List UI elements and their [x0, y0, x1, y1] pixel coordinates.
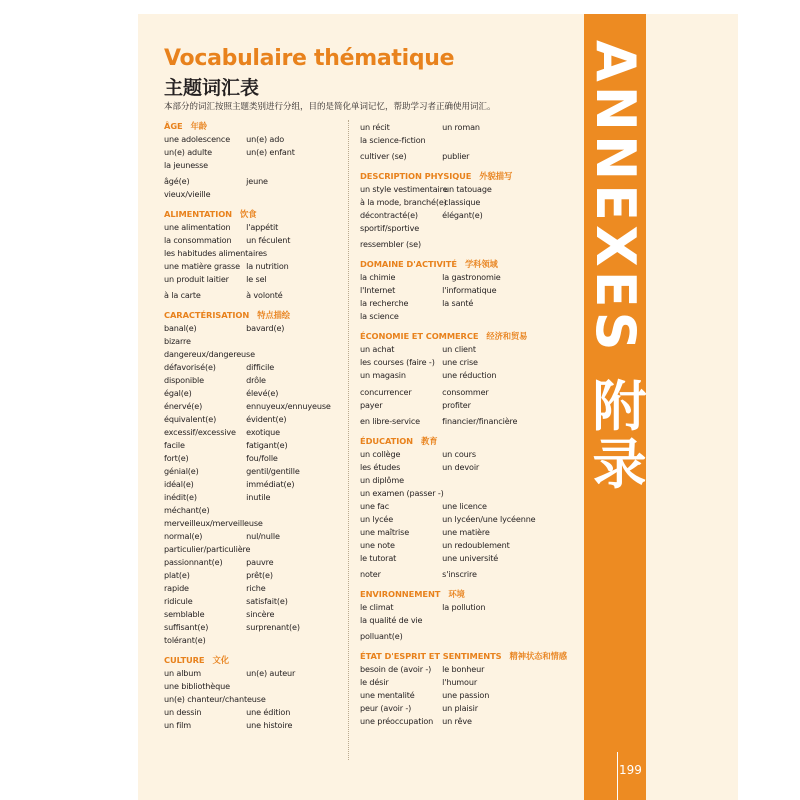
vocab-row	[360, 150, 540, 163]
vocab-term: un roman	[442, 122, 480, 132]
vocab-term	[248, 693, 344, 706]
vocab-row	[360, 513, 540, 526]
vocab-term: une histoire	[246, 720, 293, 731]
vocab-term	[248, 543, 344, 556]
section-heading-cn: 年龄	[190, 121, 208, 131]
vocab-term	[246, 634, 344, 647]
vocab-row	[164, 400, 344, 413]
vocab-row	[360, 676, 540, 689]
vocab-term: excessif/excessive	[164, 427, 236, 438]
section-heading-fr: ÂGE	[164, 121, 183, 131]
vocab-term: un plaisir	[442, 703, 478, 714]
vocab-row	[360, 461, 540, 474]
vocab-row	[360, 552, 540, 565]
vocab-term: riche	[246, 583, 266, 594]
section-heading-cn: 文化	[212, 655, 229, 666]
vocab-term: payer	[360, 399, 383, 410]
vocab-term: les habitudes alimentaires	[164, 248, 267, 259]
page-subtitle: 主题词汇表	[164, 77, 260, 99]
vocab-term: normal(e)	[164, 531, 203, 542]
vocab-section	[360, 121, 540, 163]
section-heading	[164, 654, 344, 667]
vocab-row	[360, 209, 540, 222]
vocab-term	[442, 238, 540, 251]
vocab-term: le tutorat	[360, 552, 397, 563]
vocab-row	[164, 273, 344, 286]
vocab-section	[360, 588, 540, 643]
vocab-row	[164, 680, 344, 693]
vocab-row	[360, 601, 540, 614]
vocab-term: une édition	[246, 707, 291, 718]
vocab-term: fou/folle	[246, 453, 278, 464]
section-spacer	[360, 163, 540, 170]
vocab-term: bizarre	[164, 336, 191, 347]
vocab-term	[442, 222, 540, 235]
vocab-section	[164, 120, 344, 201]
section-heading	[164, 309, 344, 322]
vocab-row	[164, 634, 344, 647]
vocab-term	[444, 487, 540, 500]
vocab-term: la chimie	[360, 272, 396, 283]
vocab-term: les courses (faire -)	[360, 357, 435, 368]
vocab-term: un redoublement	[442, 539, 510, 550]
vocab-row	[360, 663, 540, 676]
vocab-term: une passion	[442, 690, 490, 701]
section-heading	[164, 208, 344, 221]
vocab-term: méchant(e)	[164, 505, 210, 516]
vocab-term: une matière grasse	[164, 261, 240, 272]
vocab-term: une préoccupation	[360, 716, 434, 727]
vocab-term: bavard(e)	[246, 323, 285, 334]
vocab-term: suffisant(e)	[164, 622, 209, 633]
vocab-term: à volonté	[246, 290, 283, 301]
section-heading-fr: ALIMENTATION	[164, 209, 232, 220]
vocab-term: difficile	[246, 362, 275, 373]
vocab-term: idéal(e)	[164, 479, 194, 490]
vocab-term: décontracté(e)	[360, 210, 418, 221]
section-heading	[360, 588, 540, 601]
vocab-row	[164, 361, 344, 374]
vocab-row	[360, 183, 540, 196]
vocab-row	[164, 504, 344, 517]
vocab-term: gentil/gentille	[246, 466, 300, 477]
vocab-row	[164, 608, 344, 621]
vocab-term: la gastronomie	[442, 272, 501, 283]
vocab-row	[360, 526, 540, 539]
vocab-term: surprenant(e)	[246, 622, 300, 633]
vocab-row	[360, 415, 540, 428]
vocab-row	[164, 234, 344, 247]
vocab-term: sincère	[246, 609, 275, 620]
vocab-row	[164, 556, 344, 569]
vocab-row	[164, 260, 344, 273]
vocab-term: élégant(e)	[442, 210, 483, 221]
page-number-rule	[617, 752, 618, 800]
vocab-term: un style vestimentaire	[360, 184, 448, 195]
right-column	[360, 121, 567, 728]
section-spacer	[360, 251, 540, 258]
vocab-term: génial(e)	[164, 466, 199, 477]
vocab-term: fatigant(e)	[246, 440, 288, 451]
vocab-row	[360, 369, 540, 382]
vocab-term: une bibliothèque	[164, 681, 230, 692]
vocab-row	[164, 693, 344, 706]
vocab-term: un produit laitier	[164, 274, 229, 285]
vocab-term: la science	[360, 311, 399, 322]
vocab-row	[360, 271, 540, 284]
vocab-row	[164, 188, 344, 201]
vocab-term: un examen (passer -)	[360, 487, 444, 498]
vocab-row	[164, 439, 344, 452]
vocab-term: financier/financière	[442, 415, 518, 426]
vocab-row	[360, 310, 540, 323]
vocab-term: vieux/vieille	[164, 189, 211, 200]
vocab-row	[164, 543, 344, 556]
vocab-term: ennuyeux/ennuyeuse	[246, 401, 331, 412]
side-banner-text: ANNEXES 附录	[584, 40, 647, 494]
vocab-term: le climat	[360, 601, 394, 612]
vocab-term: un lycée	[360, 513, 394, 524]
vocab-term: une adolescence	[164, 134, 231, 144]
section-spacer	[164, 201, 344, 208]
vocab-term: élevé(e)	[246, 388, 279, 399]
vocab-section	[360, 170, 540, 251]
vocab-row	[164, 159, 344, 172]
vocab-term: âgé(e)	[164, 176, 190, 187]
vocab-term: plat(e)	[164, 570, 190, 581]
vocab-term: prêt(e)	[246, 570, 273, 581]
vocab-term: le désir	[360, 677, 389, 688]
vocab-term: une réduction	[442, 370, 497, 381]
section-heading-cn: 饮食	[240, 209, 257, 220]
vocab-term: un tatouage	[444, 184, 492, 195]
vocab-row	[360, 238, 540, 251]
section-spacer	[164, 302, 344, 309]
vocab-term	[246, 159, 344, 172]
vocab-term: merveilleux/merveilleuse	[164, 518, 263, 529]
vocab-term: drôle	[246, 375, 266, 386]
section-heading-fr: DESCRIPTION PHYSIQUE	[360, 171, 472, 182]
vocab-term: énervé(e)	[164, 401, 203, 412]
column-divider	[348, 120, 349, 760]
vocab-term: la science-fiction	[360, 135, 426, 145]
section-spacer	[360, 428, 540, 435]
vocab-section	[360, 650, 567, 728]
vocab-term: un féculent	[246, 235, 291, 246]
vocab-row	[164, 719, 344, 732]
vocab-term: fort(e)	[164, 453, 189, 464]
vocab-row	[164, 530, 344, 543]
vocab-term: particulier/particulière	[164, 544, 251, 555]
vocab-row	[164, 517, 344, 530]
vocab-term: la jeunesse	[164, 160, 209, 170]
vocab-term: un récit	[360, 122, 390, 132]
vocab-row	[360, 689, 540, 702]
vocab-term: à la carte	[164, 290, 201, 301]
vocab-term: une mentalité	[360, 690, 415, 701]
vocab-row	[360, 222, 540, 235]
vocab-section	[360, 435, 540, 581]
vocab-term: une licence	[442, 500, 487, 511]
vocab-term: un collège	[360, 448, 401, 459]
vocab-term: passionnant(e)	[164, 557, 223, 568]
vocab-row	[164, 348, 344, 361]
vocab-term: la qualité de vie	[360, 614, 423, 625]
vocab-term	[248, 517, 344, 530]
vocab-term: s'inscrire	[442, 568, 477, 579]
vocab-term: l'Internet	[360, 285, 396, 296]
vocab-term	[442, 134, 540, 147]
vocab-row	[360, 614, 540, 627]
vocab-term: ressembler (se)	[360, 239, 421, 250]
vocab-row	[360, 196, 540, 209]
vocab-term: inédit(e)	[164, 492, 197, 503]
section-heading-cn: 特点描绘	[257, 310, 291, 321]
section-heading-fr: ÉCONOMIE ET COMMERCE	[360, 331, 479, 342]
vocab-row	[164, 706, 344, 719]
vocab-row	[164, 569, 344, 582]
section-heading-fr: ENVIRONNEMENT	[360, 588, 441, 599]
vocab-term	[246, 504, 344, 517]
vocab-term	[442, 614, 540, 627]
section-heading-fr: CULTURE	[164, 655, 205, 666]
vocab-row	[164, 221, 344, 234]
vocab-term: pauvre	[246, 557, 274, 568]
vocab-term: les études	[360, 461, 401, 472]
vocab-row	[164, 335, 344, 348]
vocab-term: ridicule	[164, 596, 193, 607]
vocab-row	[360, 386, 540, 399]
vocab-term: dangereux/dangereuse	[164, 349, 255, 360]
vocab-term	[248, 348, 344, 361]
vocab-section	[164, 654, 344, 732]
vocab-term: un(e) chanteur/chanteuse	[164, 694, 266, 705]
vocab-term: évident(e)	[246, 414, 287, 425]
section-heading-fr: ÉTAT D'ESPRIT ET SENTIMENTS	[360, 651, 502, 662]
section-spacer	[164, 647, 344, 654]
vocab-term: un lycéen/une lycéenne	[442, 513, 536, 524]
vocab-term	[246, 188, 344, 201]
vocab-row	[360, 500, 540, 513]
vocab-row	[164, 582, 344, 595]
vocab-term: une matière	[442, 526, 490, 537]
vocab-row	[164, 452, 344, 465]
vocab-term: une note	[360, 539, 395, 550]
vocab-term: un client	[442, 344, 476, 355]
section-heading-cn: 环境	[448, 588, 465, 599]
section-spacer	[360, 323, 540, 330]
vocab-term: un(e) ado	[246, 134, 284, 144]
vocab-row	[164, 289, 344, 302]
vocab-term: facile	[164, 440, 185, 451]
vocab-term: un album	[164, 668, 201, 679]
vocab-term: un cours	[442, 448, 476, 459]
section-heading	[360, 258, 540, 271]
vocab-row	[360, 356, 540, 369]
vocab-term: publier	[442, 151, 470, 162]
page-title: Vocabulaire thématique	[164, 46, 455, 71]
vocab-term: une alimentation	[164, 222, 231, 233]
vocab-term: équivalent(e)	[164, 414, 217, 425]
vocab-term: polluant(e)	[360, 631, 403, 642]
vocab-row	[164, 465, 344, 478]
vocab-row	[164, 667, 344, 680]
section-heading-cn: 学科领域	[464, 259, 498, 270]
vocab-term: un(e) enfant	[246, 147, 295, 157]
vocab-term: un devoir	[442, 461, 480, 472]
vocab-term: un magasin	[360, 370, 406, 381]
vocab-term: la consommation	[164, 235, 232, 246]
page-number: 199	[619, 763, 642, 777]
vocab-term	[246, 680, 344, 693]
vocab-term: un(e) auteur	[246, 668, 296, 679]
section-heading	[360, 330, 540, 343]
vocab-term: un diplôme	[360, 474, 404, 485]
section-heading	[360, 435, 540, 448]
section-heading	[164, 120, 344, 133]
vocab-row	[360, 284, 540, 297]
vocab-term: un achat	[360, 344, 395, 355]
vocab-term: tolérant(e)	[164, 635, 206, 646]
vocab-term: inutile	[246, 492, 271, 503]
vocab-row	[360, 568, 540, 581]
vocab-term: immédiat(e)	[246, 479, 295, 490]
vocab-term: sportif/sportive	[360, 223, 420, 234]
vocab-row	[360, 630, 540, 643]
vocab-row	[164, 478, 344, 491]
vocab-row	[164, 175, 344, 188]
vocab-term: une fac	[360, 500, 390, 511]
vocab-term: l'appétit	[246, 222, 279, 233]
vocab-row	[164, 133, 344, 146]
section-heading-fr: DOMAINE D'ACTIVITÉ	[360, 259, 457, 270]
section-heading-cn: 经济和贸易	[486, 331, 528, 342]
vocab-row	[164, 595, 344, 608]
vocab-term: profiter	[442, 399, 471, 410]
vocab-term: disponible	[164, 375, 204, 386]
vocab-term: rapide	[164, 583, 189, 594]
vocab-term: semblable	[164, 609, 205, 620]
vocab-row	[360, 539, 540, 552]
vocab-term: le bonheur	[442, 664, 485, 675]
vocab-term: banal(e)	[164, 323, 197, 334]
vocab-row	[360, 474, 540, 487]
vocab-term: la nutrition	[246, 261, 289, 272]
vocab-row	[360, 702, 540, 715]
vocab-row	[360, 399, 540, 412]
vocab-term: une université	[442, 552, 499, 563]
vocab-row	[164, 247, 344, 260]
section-heading	[360, 650, 567, 663]
vocab-term: une maîtrise	[360, 526, 410, 537]
vocab-row	[360, 715, 540, 728]
vocab-term	[442, 474, 540, 487]
vocab-term: l'informatique	[442, 285, 497, 296]
vocab-term: un rêve	[442, 716, 472, 727]
vocab-row	[360, 343, 540, 356]
vocab-term: une crise	[442, 357, 478, 368]
vocab-term: égal(e)	[164, 388, 192, 399]
vocab-row	[164, 621, 344, 634]
vocab-term: la santé	[442, 298, 474, 309]
vocab-term: exotique	[246, 427, 280, 438]
vocab-row	[164, 374, 344, 387]
vocab-term: à la mode, branché(e)	[360, 197, 447, 208]
vocab-term: la recherche	[360, 298, 409, 309]
vocab-term: le sel	[246, 274, 267, 285]
vocab-term: noter	[360, 568, 381, 579]
vocab-term: concurrencer	[360, 386, 412, 397]
vocab-row	[360, 297, 540, 310]
vocab-term: classique	[444, 197, 481, 208]
vocab-section	[360, 330, 540, 427]
vocab-term: satisfait(e)	[246, 596, 288, 607]
vocab-term: nul/nulle	[246, 531, 280, 542]
side-banner	[584, 40, 646, 540]
vocab-term: besoin de (avoir -)	[360, 664, 432, 675]
vocab-term	[248, 247, 344, 260]
section-spacer	[360, 643, 540, 650]
vocab-row	[360, 121, 540, 134]
vocab-term: consommer	[442, 386, 489, 397]
vocab-term: peur (avoir -)	[360, 703, 412, 714]
vocab-term: un film	[164, 720, 192, 731]
vocab-term: en libre-service	[360, 415, 420, 426]
vocab-row	[164, 146, 344, 159]
vocab-row	[164, 322, 344, 335]
vocab-term	[246, 335, 344, 348]
vocab-section	[164, 309, 344, 647]
vocab-row	[164, 387, 344, 400]
vocab-term	[442, 630, 540, 643]
vocab-row	[164, 491, 344, 504]
vocab-row	[360, 448, 540, 461]
vocab-term: l'humour	[442, 677, 477, 688]
left-column	[164, 120, 344, 732]
vocab-term	[442, 310, 540, 323]
vocab-row	[360, 487, 540, 500]
vocab-term: défavorisé(e)	[164, 362, 216, 373]
vocab-term: un dessin	[164, 707, 202, 718]
vocab-row	[360, 134, 540, 147]
section-heading-fr: ÉDUCATION	[360, 435, 414, 446]
vocab-section	[164, 208, 344, 302]
intro-text: 本部分的词汇按照主题类别进行分组，目的是简化单词记忆，帮助学习者正确使用词汇。	[164, 102, 496, 112]
section-heading-cn: 教育	[421, 435, 438, 446]
vocab-row	[164, 413, 344, 426]
vocab-row	[164, 426, 344, 439]
section-spacer	[360, 581, 540, 588]
vocab-section	[360, 258, 540, 323]
section-heading-cn: 外貌描写	[479, 171, 513, 182]
vocab-term: un(e) adulte	[164, 147, 212, 157]
vocab-term: jeune	[246, 176, 268, 187]
section-heading-fr: CARACTÉRISATION	[164, 310, 250, 321]
section-heading	[360, 170, 540, 183]
vocab-term: cultiver (se)	[360, 151, 407, 162]
vocab-term: la pollution	[442, 601, 486, 612]
section-heading-cn: 精神状态和情感	[509, 651, 567, 662]
